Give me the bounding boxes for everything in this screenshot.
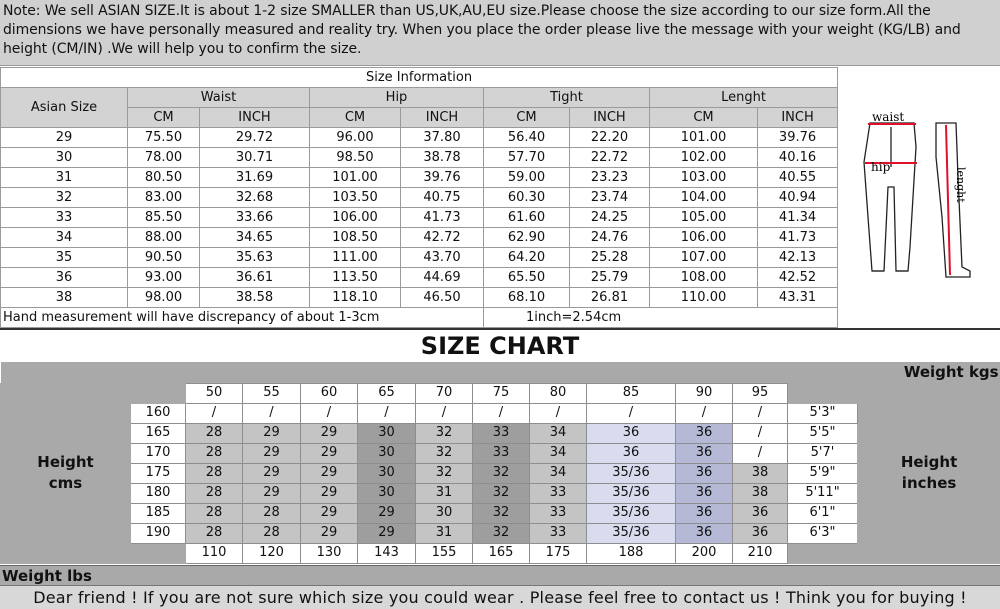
weight-lbs-cell: 188 <box>587 543 676 563</box>
measurement-cell: 101.00 <box>310 168 401 188</box>
size-cell: 28 <box>186 523 243 543</box>
size-cell: 36 <box>676 523 733 543</box>
measurement-cell: 103.50 <box>310 188 401 208</box>
measurement-cell: 23.23 <box>570 168 650 188</box>
asian-size-cell: 29 <box>1 128 128 148</box>
measurement-cell: 78.00 <box>128 148 200 168</box>
measurement-cell: 22.20 <box>570 128 650 148</box>
weight-kg-header: 75 <box>473 383 530 403</box>
size-cell: 36 <box>676 423 733 443</box>
unit-header: INCH <box>401 108 484 128</box>
size-cell: 28 <box>186 463 243 483</box>
hip-header: Hip <box>310 88 484 108</box>
size-cell: 36 <box>676 463 733 483</box>
size-cell: 28 <box>243 503 301 523</box>
length-label: lenght <box>954 167 967 203</box>
measurement-cell: 40.75 <box>401 188 484 208</box>
measurement-cell: 64.20 <box>484 248 570 268</box>
measurement-cell: 110.00 <box>650 288 758 308</box>
height-inches-line1: Height <box>900 453 958 471</box>
measurement-cell: 103.00 <box>650 168 758 188</box>
measurement-cell: 37.80 <box>401 128 484 148</box>
measurement-cell: 106.00 <box>650 228 758 248</box>
unit-header: INCH <box>758 108 838 128</box>
weight-lbs-cell: 200 <box>676 543 733 563</box>
measurement-cell: 75.50 <box>128 128 200 148</box>
weight-kg-header: 80 <box>530 383 587 403</box>
size-cell: 29 <box>301 423 358 443</box>
grid-corner <box>1 543 131 563</box>
height-inch-cell: 5'7' <box>788 443 858 463</box>
size-cell: 29 <box>358 523 416 543</box>
asian-size-cell: 31 <box>1 168 128 188</box>
height-row <box>1 403 1000 423</box>
grid-corner <box>131 543 186 563</box>
size-cell: 32 <box>416 423 473 443</box>
measurement-cell: 22.72 <box>570 148 650 168</box>
size-cell: / <box>587 403 676 423</box>
grid-corner <box>131 383 186 403</box>
grid-corner <box>858 543 1000 563</box>
weight-kg-header: 90 <box>676 383 733 403</box>
height-cm-cell: 170 <box>131 443 186 463</box>
waist-header: Waist <box>128 88 310 108</box>
asian-size-header: Asian Size <box>1 88 128 128</box>
measurement-cell: 93.00 <box>128 268 200 288</box>
size-cell: 29 <box>243 483 301 503</box>
size-cell: / <box>358 403 416 423</box>
measurement-cell: 42.13 <box>758 248 838 268</box>
size-cell: 33 <box>473 443 530 463</box>
measurement-cell: 36.61 <box>200 268 310 288</box>
size-row <box>1 208 838 228</box>
measurement-cell: 25.28 <box>570 248 650 268</box>
height-inch-cell: 5'3" <box>788 403 858 423</box>
size-cell: 34 <box>530 423 587 443</box>
measurement-cell: 43.31 <box>758 288 838 308</box>
measurement-cell: 68.10 <box>484 288 570 308</box>
asian-size-cell: 38 <box>1 288 128 308</box>
measurement-cell: 44.69 <box>401 268 484 288</box>
measurement-cell: 83.00 <box>128 188 200 208</box>
asian-size-cell: 30 <box>1 148 128 168</box>
size-cell: 32 <box>473 463 530 483</box>
size-row <box>1 128 838 148</box>
size-cell: 29 <box>301 463 358 483</box>
measurement-cell: 42.52 <box>758 268 838 288</box>
size-cell: 38 <box>733 483 788 503</box>
grid-corner <box>858 383 1000 403</box>
measurement-cell: 107.00 <box>650 248 758 268</box>
height-cm-cell: 190 <box>131 523 186 543</box>
measurement-cell: 26.81 <box>570 288 650 308</box>
measurement-cell: 29.72 <box>200 128 310 148</box>
size-cell: 33 <box>530 483 587 503</box>
size-cell: 29 <box>243 463 301 483</box>
size-cell: 32 <box>473 523 530 543</box>
height-inch-cell: 5'9" <box>788 463 858 483</box>
size-row <box>1 228 838 248</box>
measurement-cell: 61.60 <box>484 208 570 228</box>
length-line <box>946 125 950 275</box>
size-cell: 36 <box>676 503 733 523</box>
size-cell: / <box>733 423 788 443</box>
size-cell: 29 <box>301 503 358 523</box>
size-cell: 36 <box>676 483 733 503</box>
measurement-cell: 30.71 <box>200 148 310 168</box>
grid-corner <box>1 383 131 403</box>
size-cell: 30 <box>416 503 473 523</box>
size-cell: / <box>733 403 788 423</box>
size-cell: 38 <box>733 463 788 483</box>
measurement-cell: 96.00 <box>310 128 401 148</box>
unit-header: INCH <box>570 108 650 128</box>
measurement-cell: 33.66 <box>200 208 310 228</box>
asian-size-cell: 35 <box>1 248 128 268</box>
size-cell: 35/36 <box>587 483 676 503</box>
measurement-footnote: Hand measurement will have discrepancy of about 1-3cm <box>1 308 484 328</box>
measurement-cell: 56.40 <box>484 128 570 148</box>
height-cms-line2: cms <box>48 474 83 492</box>
size-cell: 32 <box>473 483 530 503</box>
weight-lbs-cell: 130 <box>301 543 358 563</box>
size-cell: 34 <box>530 463 587 483</box>
unit-header: INCH <box>200 108 310 128</box>
size-cell: 28 <box>186 503 243 523</box>
size-cell: 29 <box>301 443 358 463</box>
measurement-cell: 59.00 <box>484 168 570 188</box>
weight-kg-header: 85 <box>587 383 676 403</box>
size-cell: 30 <box>358 423 416 443</box>
measurement-cell: 108.00 <box>650 268 758 288</box>
measurement-cell: 62.90 <box>484 228 570 248</box>
size-row <box>1 248 838 268</box>
asian-size-cell: 34 <box>1 228 128 248</box>
size-row <box>1 288 838 308</box>
height-inch-cell: 6'1" <box>788 503 858 523</box>
height-cm-cell: 180 <box>131 483 186 503</box>
pants-measurement-diagram <box>838 67 1000 327</box>
measurement-cell: 40.16 <box>758 148 838 168</box>
size-cell: / <box>473 403 530 423</box>
size-row <box>1 268 838 288</box>
size-cell: / <box>676 403 733 423</box>
measurement-cell: 65.50 <box>484 268 570 288</box>
weight-kg-header: 55 <box>243 383 301 403</box>
measurement-cell: 24.76 <box>570 228 650 248</box>
height-row <box>1 523 1000 543</box>
size-cell: 32 <box>473 503 530 523</box>
size-info-caption: Size Information <box>1 68 838 88</box>
size-cell: 28 <box>186 443 243 463</box>
measurement-cell: 60.30 <box>484 188 570 208</box>
measurement-cell: 34.65 <box>200 228 310 248</box>
weight-lbs-cell: 110 <box>186 543 243 563</box>
size-cell: 29 <box>243 443 301 463</box>
size-cell: 28 <box>243 523 301 543</box>
height-cm-cell: 160 <box>131 403 186 423</box>
size-cell: / <box>733 443 788 463</box>
size-cell: 29 <box>301 483 358 503</box>
measurement-cell: 39.76 <box>401 168 484 188</box>
measurement-cell: 40.55 <box>758 168 838 188</box>
measurement-cell: 108.50 <box>310 228 401 248</box>
size-cell: / <box>416 403 473 423</box>
size-cell: 33 <box>530 523 587 543</box>
measurement-cell: 42.72 <box>401 228 484 248</box>
measurement-cell: 35.63 <box>200 248 310 268</box>
height-cms-line1: Height <box>37 453 94 471</box>
size-cell: / <box>243 403 301 423</box>
asian-size-cell: 32 <box>1 188 128 208</box>
measurement-cell: 111.00 <box>310 248 401 268</box>
size-cell: 30 <box>358 443 416 463</box>
size-cell: 29 <box>301 523 358 543</box>
size-cell: 36 <box>733 523 788 543</box>
measurement-cell: 43.70 <box>401 248 484 268</box>
size-cell: / <box>530 403 587 423</box>
size-cell: 34 <box>530 443 587 463</box>
size-cell: 36 <box>733 503 788 523</box>
weight-lbs-cell: 175 <box>530 543 587 563</box>
measurement-cell: 113.50 <box>310 268 401 288</box>
note-text: Note: We sell ASIAN SIZE.It is about 1-2 size SMALLER than US,UK,AU,EU size.Please choose the size according to our size form.All the dimensions we have personally measured and reality try. When you place the order please live the message with your weight (KG/LB) and height (CM/IN) .We will help you to confirm the size. <box>0 0 1000 66</box>
height-cm-cell: 165 <box>131 423 186 443</box>
size-cell: 32 <box>416 463 473 483</box>
size-row <box>1 188 838 208</box>
weight-kgs-label: Weight kgs <box>903 363 999 382</box>
asian-size-cell: 36 <box>1 268 128 288</box>
size-cell: 29 <box>243 423 301 443</box>
tight-header: Tight <box>484 88 650 108</box>
size-cell: 36 <box>587 443 676 463</box>
measurement-cell: 90.50 <box>128 248 200 268</box>
inch-conversion: 1inch=2.54cm <box>484 308 838 328</box>
size-cell: / <box>186 403 243 423</box>
measurement-cell: 32.68 <box>200 188 310 208</box>
measurement-cell: 39.76 <box>758 128 838 148</box>
weight-kg-header: 95 <box>733 383 788 403</box>
contact-footer: Dear friend ! If you are not sure which size you could wear . Please feel free to contact us ! Think you for buying ! <box>0 585 1000 609</box>
size-cell: 33 <box>473 423 530 443</box>
measurement-cell: 118.10 <box>310 288 401 308</box>
size-cell: 28 <box>186 423 243 443</box>
measurement-cell: 41.34 <box>758 208 838 228</box>
size-cell: 29 <box>358 503 416 523</box>
measurement-cell: 101.00 <box>650 128 758 148</box>
size-cell: 30 <box>358 463 416 483</box>
height-weight-size-grid <box>0 362 1000 564</box>
weight-lbs-cell: 143 <box>358 543 416 563</box>
measurement-cell: 31.69 <box>200 168 310 188</box>
measurement-cell: 85.50 <box>128 208 200 228</box>
measurement-cell: 57.70 <box>484 148 570 168</box>
size-cell: / <box>301 403 358 423</box>
size-cell: 36 <box>676 443 733 463</box>
measurement-cell: 41.73 <box>758 228 838 248</box>
size-cell: 31 <box>416 523 473 543</box>
measurement-cell: 46.50 <box>401 288 484 308</box>
size-row <box>1 148 838 168</box>
height-row <box>1 503 1000 523</box>
size-cell: 31 <box>416 483 473 503</box>
measurement-cell: 25.79 <box>570 268 650 288</box>
height-inch-cell: 6'3" <box>788 523 858 543</box>
weight-kg-header: 70 <box>416 383 473 403</box>
height-inches-label <box>858 403 1000 543</box>
measurement-cell: 104.00 <box>650 188 758 208</box>
length-header: Lenght <box>650 88 838 108</box>
weight-lbs-cell: 155 <box>416 543 473 563</box>
height-row <box>1 443 1000 463</box>
weight-lbs-cell: 165 <box>473 543 530 563</box>
measurement-cell: 88.00 <box>128 228 200 248</box>
size-cell: 36 <box>587 423 676 443</box>
unit-header: CM <box>128 108 200 128</box>
size-cell: 28 <box>186 483 243 503</box>
size-cell: 35/36 <box>587 503 676 523</box>
measurement-cell: 41.73 <box>401 208 484 228</box>
weight-kg-header: 60 <box>301 383 358 403</box>
left-pants-drawing <box>864 123 916 271</box>
unit-header: CM <box>484 108 570 128</box>
height-inch-cell: 5'11" <box>788 483 858 503</box>
hip-label: hip <box>871 160 891 174</box>
measurement-cell: 23.74 <box>570 188 650 208</box>
measurement-cell: 102.00 <box>650 148 758 168</box>
measurement-cell: 106.00 <box>310 208 401 228</box>
measurement-cell: 105.00 <box>650 208 758 228</box>
height-cm-cell: 175 <box>131 463 186 483</box>
grid-corner <box>788 383 858 403</box>
unit-header: CM <box>650 108 758 128</box>
size-cell: 35/36 <box>587 523 676 543</box>
waist-label: waist <box>872 110 905 124</box>
weight-lbs-label: Weight lbs <box>0 565 1000 585</box>
size-cell: 32 <box>416 443 473 463</box>
grid-corner <box>788 543 858 563</box>
size-information-table <box>0 67 838 328</box>
measurement-cell: 38.58 <box>200 288 310 308</box>
measurement-cell: 98.50 <box>310 148 401 168</box>
height-cms-label <box>1 403 131 543</box>
size-row <box>1 168 838 188</box>
height-row <box>1 483 1000 503</box>
height-row <box>1 463 1000 483</box>
size-cell: 30 <box>358 483 416 503</box>
weight-kg-header: 65 <box>358 383 416 403</box>
weight-lbs-cell: 120 <box>243 543 301 563</box>
unit-header: CM <box>310 108 401 128</box>
size-cell: 35/36 <box>587 463 676 483</box>
measurement-cell: 24.25 <box>570 208 650 228</box>
height-cm-cell: 185 <box>131 503 186 523</box>
measurement-cell: 40.94 <box>758 188 838 208</box>
weight-kg-header: 50 <box>186 383 243 403</box>
height-row <box>1 423 1000 443</box>
weight-lbs-cell: 210 <box>733 543 788 563</box>
measurement-cell: 98.00 <box>128 288 200 308</box>
height-inches-line2: inches <box>901 474 957 492</box>
measurement-cell: 38.78 <box>401 148 484 168</box>
measurement-cell: 80.50 <box>128 168 200 188</box>
asian-size-cell: 33 <box>1 208 128 228</box>
size-cell: 33 <box>530 503 587 523</box>
size-chart-title: SIZE CHART <box>0 328 1000 361</box>
height-inch-cell: 5'5" <box>788 423 858 443</box>
